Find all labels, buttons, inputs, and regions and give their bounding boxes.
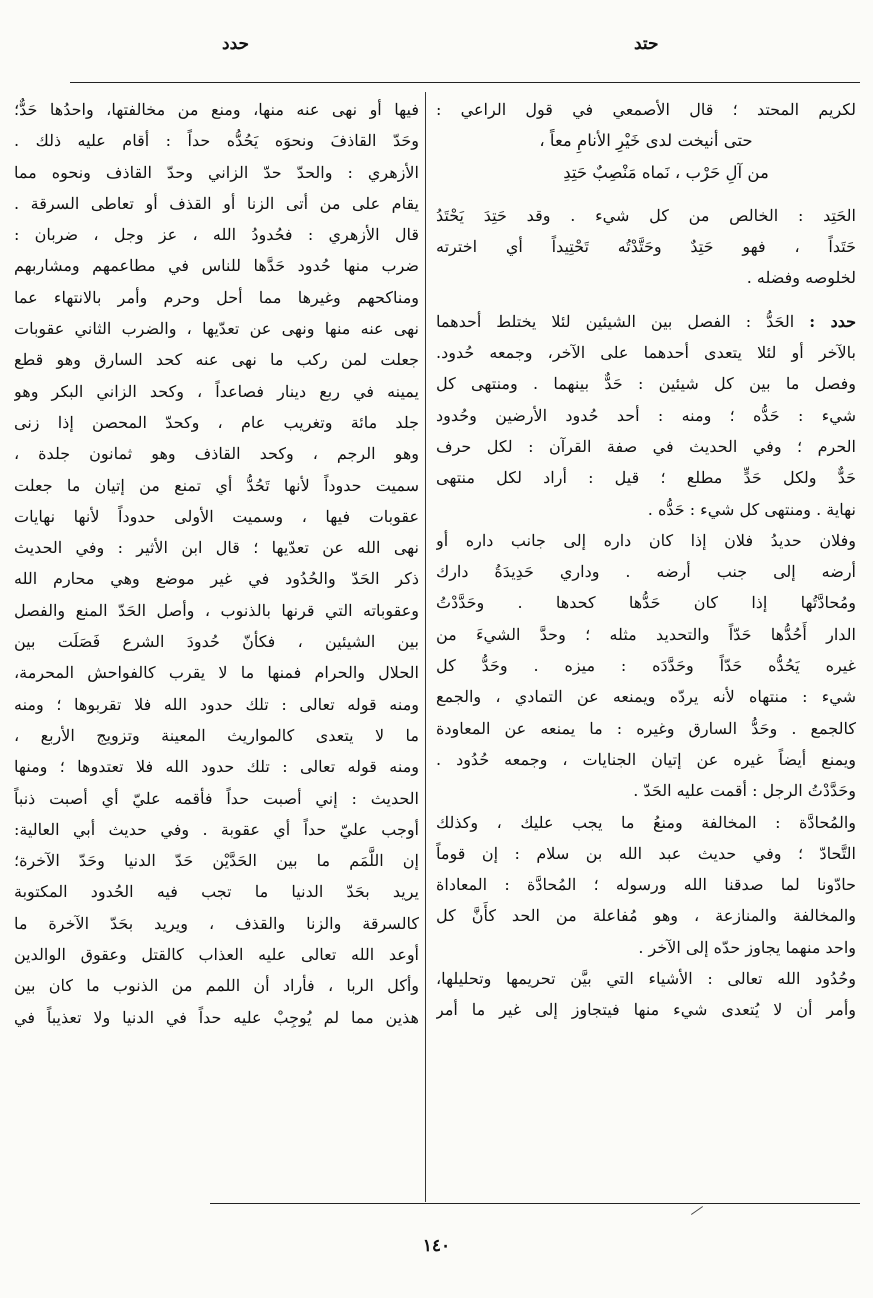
text-line: الحديث : إني أصبت حداً فأقمه عليّ أي أصبت ذنباً xyxy=(14,788,419,808)
intro-line: لكريم المحتد ؛ قال الأصمعي في قول الراعي : xyxy=(436,100,856,119)
text-line: وفصل ما بين كل شيئين : حَدٌّ بينهما . ومنتهى كل xyxy=(436,374,856,394)
verse-line: حتى أنيخت لدى خَيْرِ الأنامِ معاً ، xyxy=(539,131,753,151)
text-line: يقام على من أتى الزنا أو القذف أو تعاطى السرقة . xyxy=(14,193,419,213)
text-line: ومُحادَّتُها إذا كان حَدُّها كحدها . وحَدَّدْتُ xyxy=(436,593,856,613)
text-line: حَدٌّ ولكل حَدٍّ مطلع ؛ قيل : أراد لكل منتهى xyxy=(436,468,856,488)
text-line: نهى عنه منها ونهى عن تعدّيها ، والضرب الثاني عقوبات xyxy=(14,319,419,339)
text-line: الدار أَحُدُّها حَدّاً والتحديد مثله ؛ وحدَّ الشيءَ من xyxy=(436,624,856,644)
text-line: ومناكحهم وغيرها مما أحل وحرم وأمر بالانتهاء عما xyxy=(14,287,419,307)
page-number: ١٤٠ xyxy=(422,1236,451,1256)
text-line: غيره يَحُدُّه حَدّاً وحَدَّدَه : ميزه . وحَدُّ كل xyxy=(436,656,856,676)
text-line: سميت حدوداً لأنها تَحُدُّ أي تمنع من إتيان ما جعلت xyxy=(14,475,419,495)
verse-line: من آلِ حَرْب ، نَماه مَنْصِبٌ حَتِدِ xyxy=(563,162,769,182)
text-line: ومنه قوله تعالى : تلك حدود الله فلا تقربوها ؛ ومنه xyxy=(14,694,419,714)
text-line: حَتَداً ، فهو حَتِدٌ وحَتَّدْتُه تَحْتِيداً أي اخترته xyxy=(436,237,856,257)
text-line: التَّحادّ ؛ وفي حديث عبد الله بن سلام : إن قوماً xyxy=(436,843,856,863)
running-header-right: حتد xyxy=(634,34,659,54)
text-line: ويمنع أيضاً غيره عن إتيان الجنايات ، وجمعه حُدُود . xyxy=(436,749,856,769)
text-line: عقوبات فيها ، وسميت الأولى حدوداً لأنها نهايات xyxy=(14,506,419,526)
column-divider xyxy=(425,92,426,1202)
text-line: وحَدَّدْتُ الرجل : أقمت عليه الحَدّ . xyxy=(633,781,856,801)
text-line: شيء : منتهاه لأنه يردّه ويمنعه عن التمادي ، والجمع xyxy=(436,687,856,707)
text-line: وفلان حديدُ فلان إذا كان داره إلى جانب داره أو xyxy=(436,530,856,550)
text-line: قال الأزهري : فحُدودُ الله ، عز وجل ، ضربان : xyxy=(14,225,419,245)
text-line: ذكر الحَدّ والحُدُود في غير موضع وهي محارم الله xyxy=(14,569,419,589)
text-line: والمُحادَّة : المخالفة ومنعُ ما يجب عليك ، وكذلك xyxy=(436,812,856,832)
text-line: يمينه في ربع دينار فصاعداً ، وكحد الزاني البكر وهو xyxy=(14,381,419,401)
text-span: الحَدُّ : الفصل بين الشيئين لئلا يختلط أحدهما xyxy=(436,311,795,331)
text-line: ضرب منها حُدود حَدَّها للناس في مطاعمهم ومشاربهم xyxy=(14,256,419,276)
text-line: لخلوصه وفضله . xyxy=(746,268,856,288)
text-line: جلد مائة وتغريب عام ، وكحدّ المحصن إذا زنى xyxy=(14,412,419,432)
text-line: وهو الرجم ، وكحد القاذف وهو ثمانون جلدة ، xyxy=(14,444,419,464)
text-line: كالجمع . وحَدُّ السارق وغيره : ما يمنعه عن المعاودة xyxy=(436,718,856,738)
text-line: الأزهري : والحدّ حدّ الزاني وحدّ القاذف ونحوه مما xyxy=(14,162,419,182)
text-line: كالسرقة والزنا والقذف ، ويريد بحَدّ الآخرة ما xyxy=(14,913,419,933)
text-line: هذين مما لم يُوجِبْ عليه حداً في الدنيا ولا تعذيباً في xyxy=(14,1007,419,1027)
text-line: شيء : حَدُّه ؛ ومنه : أحد حُدود الأرضين وحُدود xyxy=(436,405,856,425)
footer-rule xyxy=(210,1203,860,1204)
text-line: ما لا يتعدى كالمواريث المعينة وتزويج الأربع ، xyxy=(14,725,419,745)
left-column xyxy=(14,94,419,1033)
entry-first-line xyxy=(436,306,856,337)
text-line: يريد بحَدّ الدنيا ما تجب فيه الحُدود المكتوبة xyxy=(14,882,419,902)
text-line: جعلت لمن ركب ما نهى عنه كحد السارق وهو قطع xyxy=(14,350,419,370)
text-line: وحُدُود الله تعالى : الأشياء التي بيَّن تحريمها وتحليلها، xyxy=(436,969,856,989)
running-header-left: حدد xyxy=(222,34,250,54)
text-line: وأكل الربا ، فأراد أن اللمم من الذنوب ما كان بين xyxy=(14,976,419,996)
text-line: إن اللَّمَم ما بين الحَدَّيْن حَدّ الدنيا وحَدّ الآخرة؛ xyxy=(14,851,419,871)
header-rule xyxy=(70,82,860,83)
text-line: واحد منهما يجاوز حدّه إلى الآخر . xyxy=(638,937,856,957)
right-column xyxy=(436,94,856,1026)
text-line: بين الشيئين ، فكأنّ حُدودَ الشرع فَصَلَت بين xyxy=(14,632,419,652)
text-line: أرضه إلى جنب أرضه . وداري حَدِيدَةُ دارك xyxy=(436,562,856,582)
text-line: حادّونا لما صدقنا الله ورسوله ؛ المُحادَّة : المعاداة xyxy=(436,875,856,895)
text-line: بالآخر أو لئلا يتعدى أحدهما على الآخر، وجمعه حُدود. xyxy=(436,343,856,363)
text-line: ومنه قوله تعالى : تلك حدود الله فلا تعتدوها ؛ ومنها xyxy=(14,757,419,777)
entry-headword: حدد : xyxy=(809,311,856,331)
text-line: أوعد الله تعالى عليه العذاب كالقتل وعقوق الوالدين xyxy=(14,945,419,965)
text-line: الحرم ؛ وفي الحديث في صفة القرآن : لكل حرف xyxy=(436,436,856,456)
text-line: فيها أو نهى عنه منها، ومنع من مخالفتها، واحدُها حَدٌّ؛ xyxy=(14,100,419,119)
text-line: الحلال والحرام فمنها ما لا يقرب كالفواحش المحرمة، xyxy=(14,663,419,683)
text-line: نهى الله عن تعدّيها ؛ قال ابن الأثير : وفي الحديث xyxy=(14,538,419,558)
text-line: نهاية . ومنتهى كل شيء : حَدُّه . xyxy=(647,499,856,519)
scan-mark xyxy=(691,1206,703,1215)
text-line: أوجب عليّ حداً أي عقوبة . وفي حديث أبي العالية: xyxy=(14,819,419,839)
text-line: وأمر أن لا يُتعدى شيء منها فيتجاوز إلى غير ما أمر xyxy=(436,1000,856,1020)
text-line: وعقوباته التي قرنها بالذنوب ، وأصل الحَدّ المنع والفصل xyxy=(14,600,419,620)
text-line: والمخالفة والمنازعة ، وهو مُفاعلة من الحد كأَنَّ كل xyxy=(436,906,856,926)
text-line: وحَدّ القاذفَ ونحوَه يَحُدُّه حداً : أقام عليه ذلك . xyxy=(14,131,419,151)
text-line: الحَتِد : الخالص من كل شيء . وقد حَتِدَ يَحْتَدُ xyxy=(436,205,856,225)
